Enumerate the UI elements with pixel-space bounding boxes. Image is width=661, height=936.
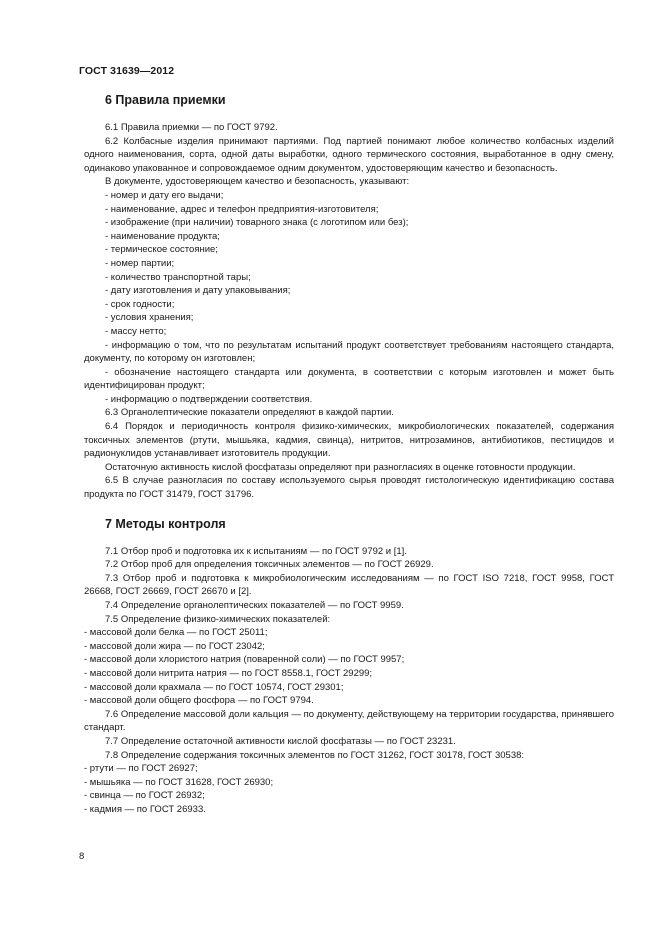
list-item: - условия хранения; bbox=[105, 312, 194, 324]
list-item: - массовой доли общего фосфора — по ГОСТ 9794. bbox=[84, 695, 314, 707]
section-6-title: 6 Правила приемки bbox=[105, 93, 226, 107]
list-item: - ртути — по ГОСТ 26927; bbox=[84, 763, 198, 775]
list-item: - кадмия — по ГОСТ 26933. bbox=[84, 803, 206, 815]
paragraph-6-2: 6.2 Колбасные изделия принимают партиями. Под партией понимают любое количество колбасных изделий одного наименования, сорта, одной даты выработки, одного термического состояния, выработанное в одну смену, одинаково упакованное и сопровождаемое одним документом, удостоверяющим качество и безопасность. bbox=[84, 135, 614, 174]
list-item: - массовой доли белка — по ГОСТ 25011; bbox=[84, 627, 268, 639]
list-item: - номер и дату его выдачи; bbox=[105, 189, 224, 201]
paragraph-7-1: 7.1 Отбор проб и подготовка их к испытаниям — по ГОСТ 9792 и [1]. bbox=[105, 545, 407, 557]
paragraph-7-3: 7.3 Отбор проб и подготовка к микробиологическим исследованиям — по ГОСТ ISO 7218, ГОСТ 9958, ГОСТ 26668, ГОСТ 26669, ГОСТ 26670 и [2]. bbox=[84, 572, 614, 598]
list-item: - информацию о подтверждении соответствия. bbox=[105, 393, 313, 405]
paragraph-6-4: 6.4 Порядок и периодичность контроля физико-химических, микробиологических показателей, содержания токсичных элементов (ртути, мышьяка, кадмия, свинца), нитритов, нитрозаминов, антибиотиков, пестицидов и радионуклидов устанавливает изготовитель продукции. bbox=[84, 421, 614, 460]
list-item: - массу нетто; bbox=[105, 325, 167, 337]
list-item: - массовой доли крахмала — по ГОСТ 10574, ГОСТ 29301; bbox=[84, 681, 344, 693]
list-item: - массовой доли нитрита натрия — по ГОСТ 8558.1, ГОСТ 29299; bbox=[84, 667, 373, 679]
list-item: - мышьяка — по ГОСТ 31628, ГОСТ 26930; bbox=[84, 776, 274, 788]
paragraph-7-4: 7.4 Определение органолептических показателей — по ГОСТ 9959. bbox=[105, 600, 404, 611]
paragraph-7-5: 7.5 Определение физико-химических показателей: bbox=[105, 613, 331, 625]
document-header: ГОСТ 31639—2012 bbox=[79, 65, 175, 77]
paragraph-7-6: 7.6 Определение массовой доли кальция — по документу, действующему на территории государства, принявшего стандарт. bbox=[84, 708, 614, 734]
paragraph-6-1: 6.1 Правила приемки — по ГОСТ 9792. bbox=[105, 122, 278, 133]
paragraph-7-2: 7.2 Отбор проб для определения токсичных элементов — по ГОСТ 26929. bbox=[105, 559, 434, 571]
list-item: - термическое состояние; bbox=[105, 244, 218, 256]
list-item: - срок годности; bbox=[105, 298, 175, 310]
list-item: - обозначение настоящего стандарта или документа, в соответствии с которым изготовлен и может быть идентифицирован продукт; bbox=[84, 366, 614, 392]
paragraph-6-4-note: Остаточную активность кислой фосфатазы определяют при разногласиях в оценке готовности продукции. bbox=[105, 461, 576, 473]
section-7-title: 7 Методы контроля bbox=[105, 516, 226, 531]
paragraph-6-3: 6.3 Органолептические показатели определяют в каждой партии. bbox=[105, 407, 394, 419]
paragraph-7-8: 7.8 Определение содержания токсичных элементов по ГОСТ 31262, ГОСТ 30178, ГОСТ 30538: bbox=[105, 749, 525, 761]
list-item: - массовой доли жира — по ГОСТ 23042; bbox=[84, 640, 265, 652]
paragraph-6-5: 6.5 В случае разногласия по составу используемого сырья проводят гистологическую идентификацию состава продукта по ГОСТ 31479, ГОСТ 31796. bbox=[84, 475, 614, 501]
list-item: - дату изготовления и дату упаковывания; bbox=[105, 285, 291, 297]
list-item: - изображение (при наличии) товарного знака (с логотипом или без); bbox=[105, 217, 409, 229]
page-content bbox=[84, 92, 614, 817]
list-item: - наименование продукта; bbox=[105, 230, 220, 242]
page-number: 8 bbox=[79, 851, 85, 862]
list-item: - массовой доли хлористого натрия (поваренной соли) — по ГОСТ 9957; bbox=[84, 654, 405, 666]
list-item: - количество транспортной тары; bbox=[105, 271, 251, 283]
list-item: - номер партии; bbox=[105, 257, 175, 269]
list-item: - свинца — по ГОСТ 26932; bbox=[84, 790, 205, 802]
list-item: - информацию о том, что по результатам испытаний продукт соответствует требованиям настоящего стандарта, документу, по которому он изготовлен; bbox=[84, 339, 614, 365]
paragraph-7-7: 7.7 Определение остаточной активности кислой фосфатазы — по ГОСТ 23231. bbox=[105, 735, 456, 747]
paragraph-6-2-intro: В документе, удостоверяющем качество и безопасность, указывают: bbox=[105, 176, 410, 188]
list-item: - наименование, адрес и телефон предприятия-изготовителя; bbox=[105, 203, 379, 215]
